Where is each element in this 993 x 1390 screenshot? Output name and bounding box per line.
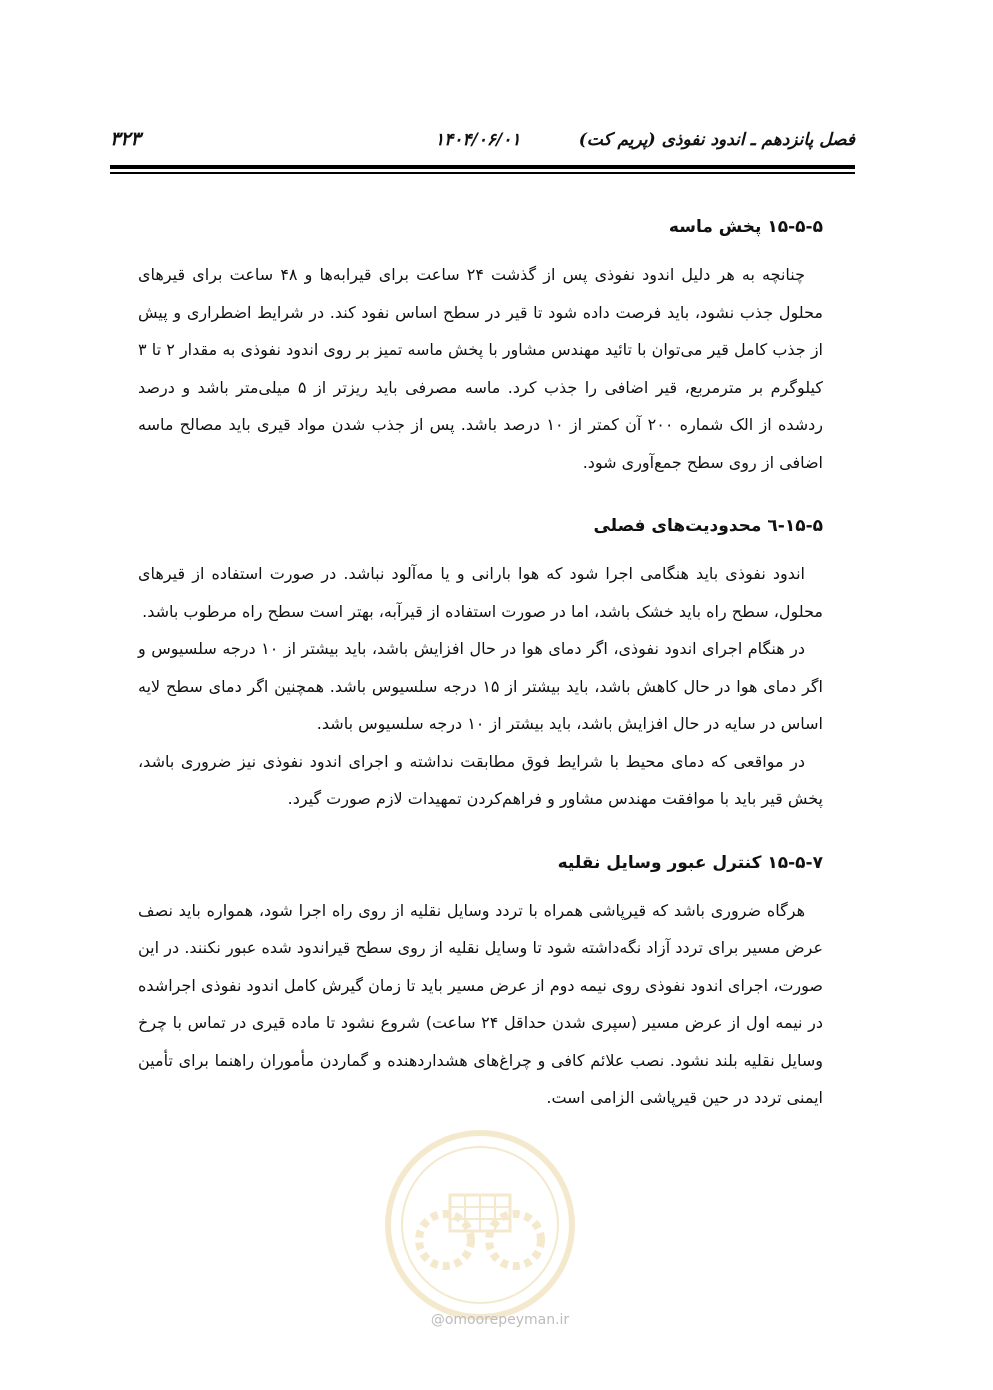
section-title: ۱۵-۵-۵ پخش ماسه — [668, 217, 823, 237]
section-sand-spreading — [138, 212, 823, 481]
document-date: ۱۴۰۴/۰۶/۰۱ — [435, 130, 521, 150]
watermark-text: @omoorepeyman.ir — [430, 1312, 570, 1328]
chapter-title: فصل پانزدهم ـ اندود نفوذی (پریم کت) — [578, 130, 855, 150]
paragraph: چنانچه به هر دلیل اندود نفوذی پس از گذشت ۲۴ ساعت برای قیرابه‌ها و ۴۸ ساعت برای قیرهای محلول جذب نشود، باید فرصت داده شود تا قیر در سطح اساس نفود کند. در شرایط اضطراری و پیش از جذب کامل قیر می‌توان با تائید مهندس مشاور با پخش ماسه تمیز بر روی اندود نفوذی به مقدار ۲ تا ۳ کیلوگرم بر مترمربع، قیر اضافی را جذب کرد. ماسه مصرفی باید ریزتر از ۵ میلی‌متر باشد و درصد ردشده از الک شماره ۲۰۰ آن کمتر از ۱۰ درصد باشد. پس از جذب شدن مواد قیری باید مصالح ماسه اضافی از روی سطح جمع‌آوری شود. — [138, 265, 824, 472]
header-rule-thick — [110, 165, 855, 169]
section-title: ۱۵-۵-٦ محدودیت‌های فصلی — [593, 516, 823, 536]
page-content — [138, 212, 823, 1117]
paragraph: در مواقعی که دمای محیط با شرایط فوق مطابقت نداشته و اجرای اندود نفوذی نیز ضروری باشد، پخش قیر باید با موافقت مهندس مشاور و فراهم‌کردن تمهیدات لازم صورت گیرد. — [138, 751, 823, 808]
page-header — [110, 126, 855, 156]
paragraph: در هنگام اجرای اندود نفوذی، اگر دمای هوا در حال افزایش باشد، باید بیشتر از ۱۰ درجه سلسیوس و اگر دمای هوا در حال کاهش باشد، باید بیشتر از ۱۵ درجه سلسیوس باشد. همچنین اگر دمای سطح لایه اساس در سایه در حال افزایش باشد، باید بیشتر از ۱۰ درجه سلسیوس باشد. — [138, 639, 823, 733]
paragraph: هرگاه ضروری باشد که قیرپاشی همراه با تردد وسایل نقلیه از روی راه اجرا شود، همواره باید نصف عرض مسیر برای تردد آزاد نگه‌داشته شود تا وسایل نقلیه از روی سطح قیراندود شده عبور نکنند. در این صورت، اجرای اندود نفوذی روی نیمه دوم از عرض مسیر باید تا زمان گیرش کامل اندود نفوذی اجراشده در نیمه اول از عرض مسیر (سپری شدن حداقل ۲۴ ساعت) شروع نشود تا ماده قیری در تماس با چرخ وسایل نقلیه بلند نشود. نصب علائم کافی و چراغ‌های هشداردهنده و گماردن مأموران راهنما برای تأمین ایمنی تردد در حین قیرپاشی الزامی است. — [138, 900, 823, 1107]
paragraph: اندود نفوذی باید هنگامی اجرا شود که هوا بارانی و یا مه‌آلود نباشد. در صورت استفاده از قیرهای محلول، سطح راه باید خشک باشد، اما در صورت استفاده از قیرآبه، بهتر است سطح راه مرطوب باشد. — [138, 564, 823, 621]
section-title: ۱۵-۵-۷ کنترل عبور وسایل نقلیه — [557, 852, 823, 873]
section-traffic-control — [138, 848, 823, 1117]
page-number: ۳۲۳ — [110, 128, 141, 150]
section-seasonal-limits — [138, 511, 823, 818]
watermark-logo-icon — [380, 1125, 580, 1325]
header-rule-thin — [110, 172, 855, 174]
